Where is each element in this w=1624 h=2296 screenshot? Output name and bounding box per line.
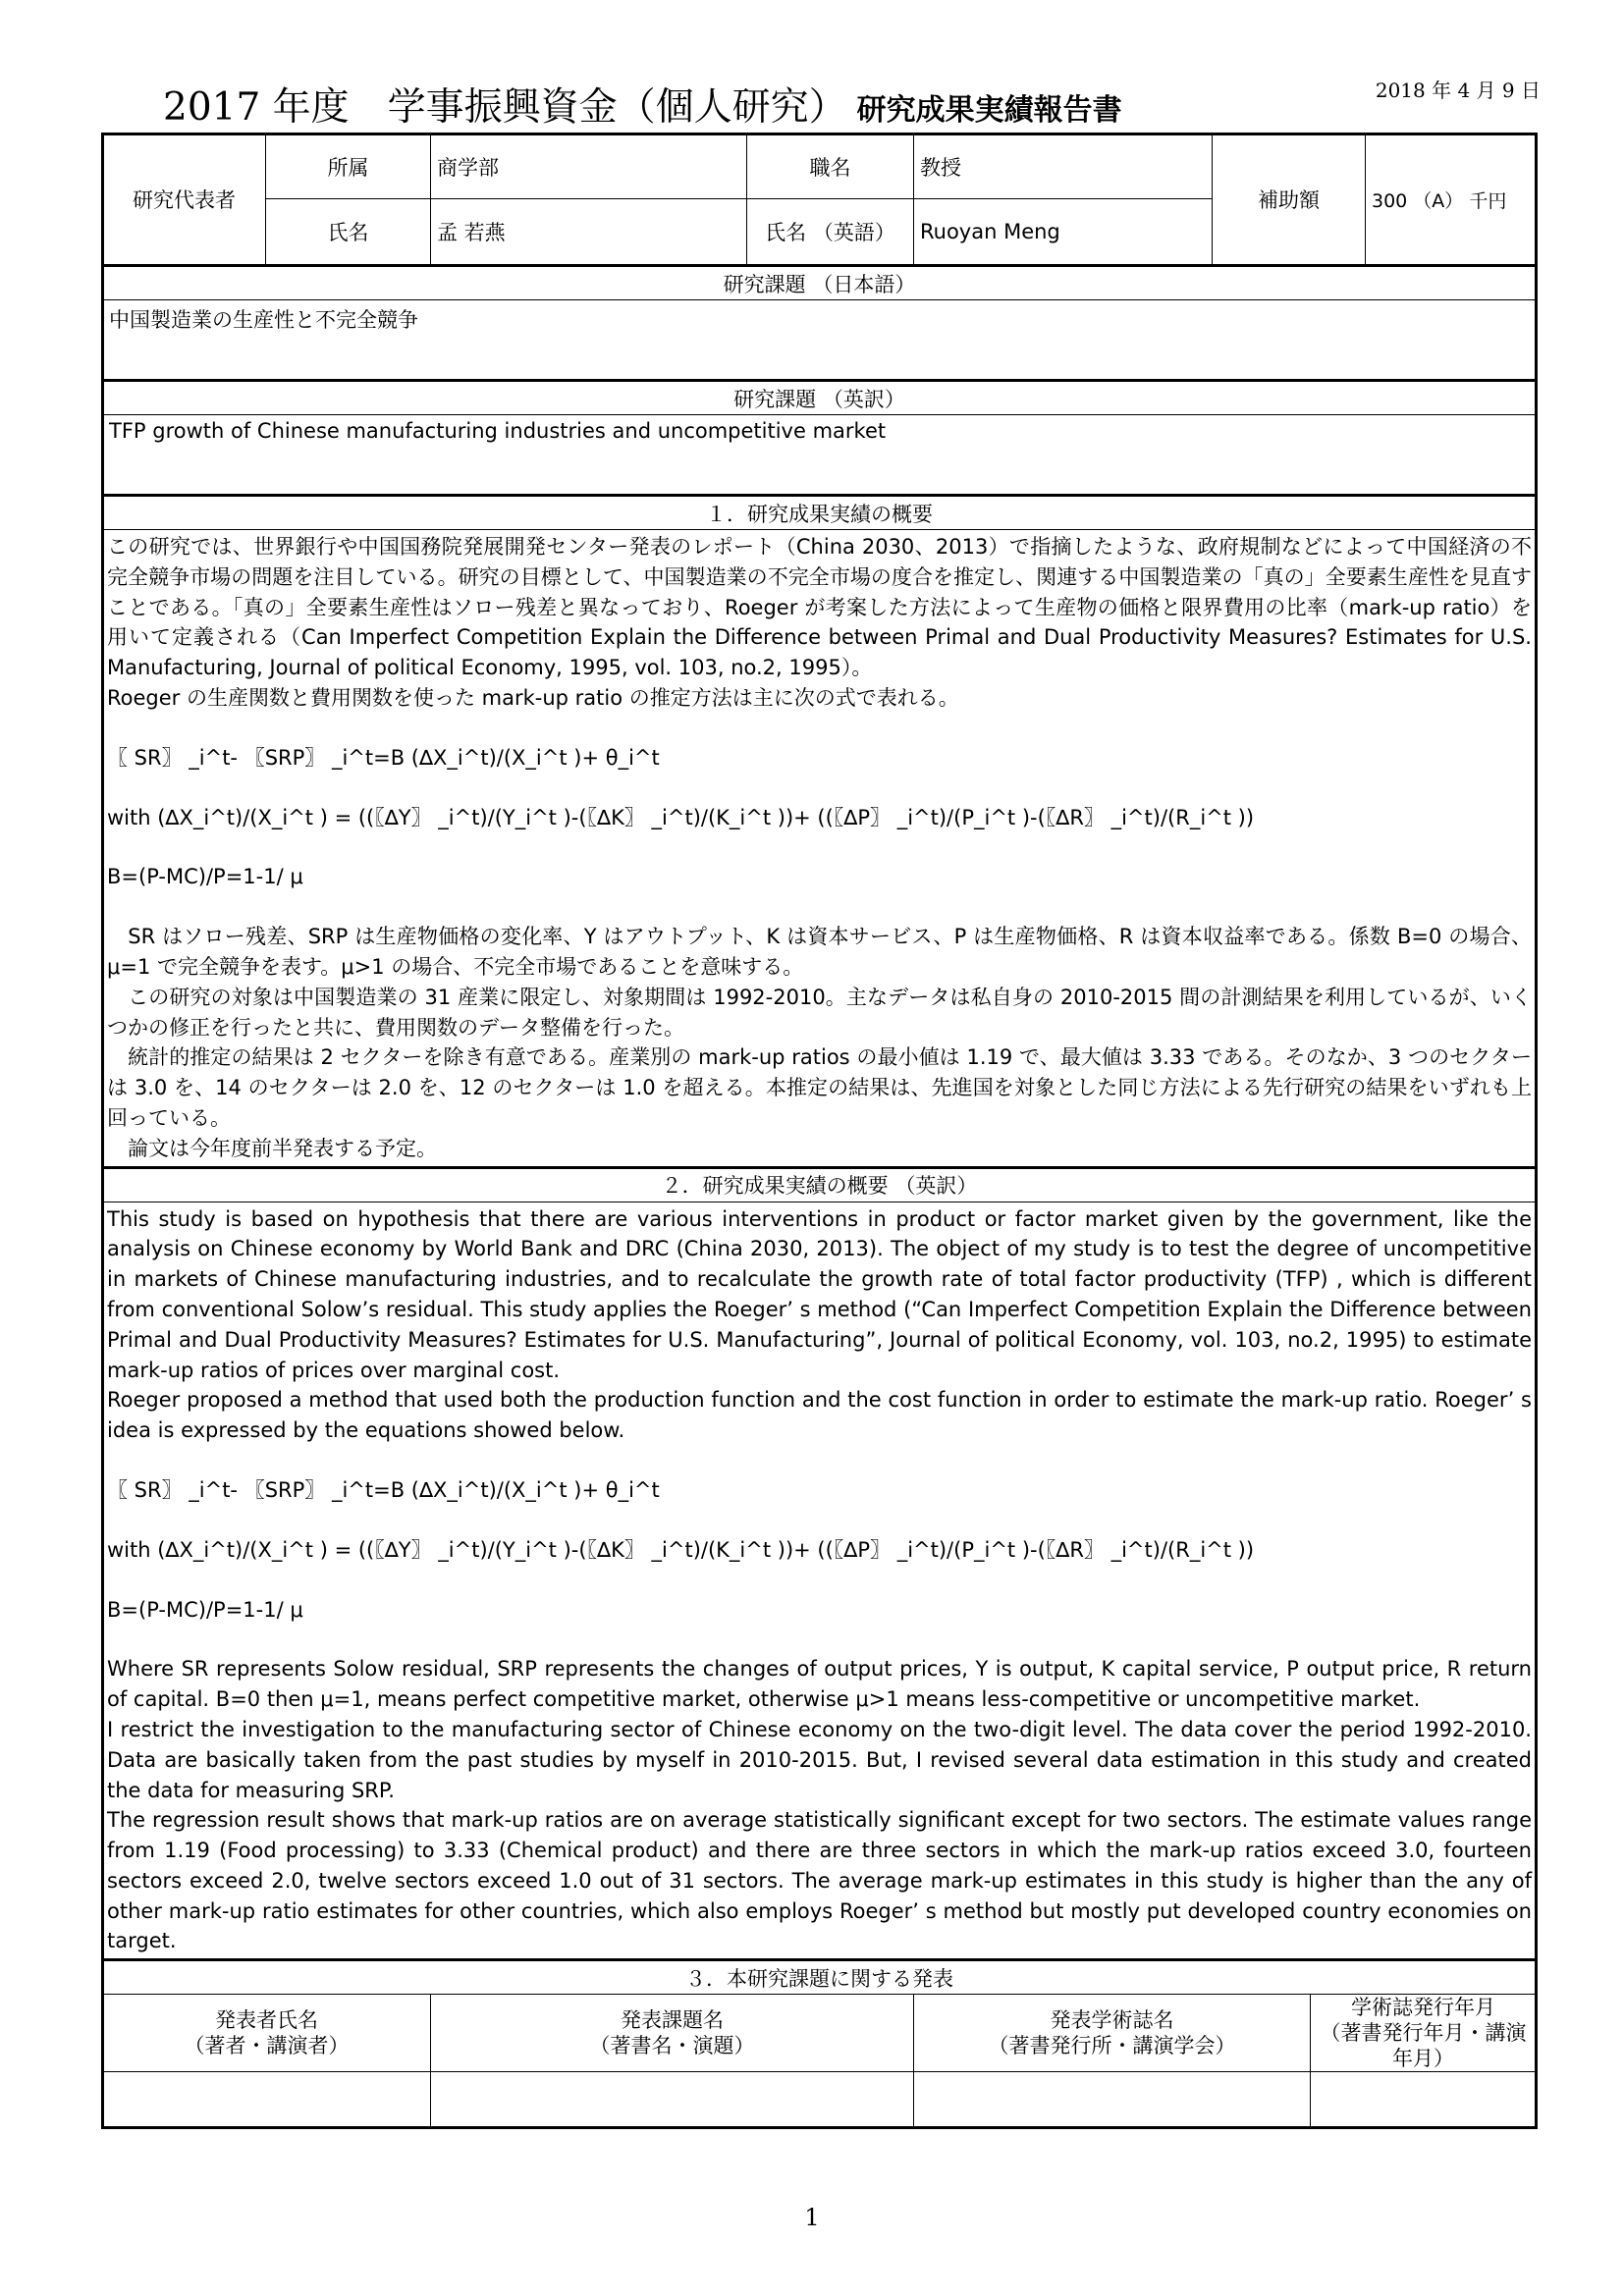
grant-label: 補助額 <box>1213 134 1366 266</box>
pub-cell-journal <box>914 2072 1311 2128</box>
equation-markup: B=(P-MC)/P=1-1/ μ <box>107 1597 303 1622</box>
pub-cell-presenter <box>103 2072 431 2128</box>
title-en-header: 研究課題 （英訳） <box>103 381 1537 415</box>
report-form <box>102 133 1537 2128</box>
report-subtitle: 研究成果実績報告書 <box>856 93 1122 128</box>
name-en-value: Ruoyan Meng <box>914 199 1213 266</box>
summary-en-paragraph: Roeger proposed a method that used both the production function and the cost function in order to estimate the mark-up ratio. Roeger’ s idea is expressed by the equations showed below. <box>107 1388 1532 1443</box>
title-en-value: TFP growth of Chinese manufacturing industries and uncompetitive market <box>103 415 1537 496</box>
name-value: 孟 若燕 <box>431 199 747 266</box>
summary-en-paragraph: This study is based on hypothesis that there are various interventions in product or factor market given by the government, like the analysis on Chinese economy by World Bank and DRC (China 2030, 2013). The object of my study is to test the degree of uncompetitive in markets of Chinese manufacturing industries, and to recalculate the growth rate of total factor productivity (TFP) , which is different from conventional Solow’s residual. This study applies the Roeger’ s method (“Can Imperfect Competition Explain the Difference between Primal and Dual Productivity Measures? Estimates for U.S. Manufacturing”, Journal of political Economy, vol. 103, no.2, 1995) to estimate mark-up ratios of prices over marginal cost. <box>107 1206 1532 1382</box>
equation-delta-x: with (∆X_i^t)/(X_i^t ) = ((〖∆Y〗 _i^t)/(Y_i^t )-(〖∆K〗 _i^t)/(K_i^t ))+ ((〖∆P〗 _i^t)/(P_i^t )-(〖∆R〗 _i^t)/(R_i^t )) <box>107 1537 1255 1562</box>
report-date: 2018 年 4 月 9 日 <box>1375 79 1541 102</box>
representative-label: 研究代表者 <box>103 134 266 266</box>
pub-cell-title <box>431 2072 914 2128</box>
affiliation-label: 所属 <box>266 134 431 199</box>
page-title <box>163 77 1122 132</box>
summary-en-header: ２．研究成果実績の概要 （英訳） <box>103 1167 1537 1201</box>
pub-cell-date <box>1311 2072 1537 2128</box>
title-ja-value: 中国製造業の生産性と不完全競争 <box>103 300 1537 381</box>
report-title: 2017 年度 学事振興資金（個人研究） <box>163 85 847 130</box>
equation-delta-x: with (∆X_i^t)/(X_i^t ) = ((〖∆Y〗 _i^t)/(Y_i^t )-(〖∆K〗 _i^t)/(K_i^t ))+ ((〖∆P〗 _i^t)/(P_i^t )-(〖∆R〗 _i^t)/(R_i^t )) <box>107 805 1255 829</box>
summary-ja-paragraph: 統計的推定の結果は 2 セクターを除き有意である。産業別の mark-up ratios の最小値は 1.19 で、最大値は 3.33 である。そのなか、3 つのセクターは 3.0 を、14 のセクターは 2.0 を、12 のセクターは 1.0 を超える。本推定の結果は、先進国を対象とした同じ方法による先行研究の結果をいずれも上回っている。 <box>107 1045 1532 1130</box>
pub-col-presenter: 発表者氏名 （著者・講演者） <box>103 1995 431 2072</box>
summary-en-paragraph: I restrict the investigation to the manufacturing sector of Chinese economy on the two-digit level. The data cover the period 1992-2010. Data are basically taken from the past studies by myself in 2010-2015. But, I revised several data estimation in this study and created the data for measuring SRP. <box>107 1717 1532 1802</box>
name-en-label: 氏名 （英語） <box>747 199 914 266</box>
pub-col-title: 発表課題名 （著書名・演題） <box>431 1995 914 2072</box>
publications-header: ３．本研究課題に関する発表 <box>103 1960 1537 1995</box>
equation-markup: B=(P-MC)/P=1-1/ μ <box>107 865 303 889</box>
pub-col-date: 学術誌発行年月 （著書発行年月・講演年月） <box>1311 1995 1537 2072</box>
summary-en-paragraph: Where SR represents Solow residual, SRP represents the changes of output prices, Y is output, K capital service, P output price, R return of capital. B=0 then μ=1, means perfect competitive market, otherwise μ>1 means less-competitive or uncompetitive market. <box>107 1657 1532 1712</box>
pub-col-journal: 発表学術誌名 （著書発行所・講演学会） <box>914 1995 1311 2072</box>
affiliation-value: 商学部 <box>431 134 747 199</box>
summary-ja-paragraph: Roeger の生産関数と費用関数を使った mark-up ratio の推定方法は主に次の式で表れる。 <box>107 685 959 710</box>
name-label: 氏名 <box>266 199 431 266</box>
summary-en-paragraph: The regression result shows that mark-up ratios are on average statistically significant except for two sectors. The estimate values range from 1.19 (Food processing) to 3.33 (Chemical product) and there are three sectors in which the mark-up ratios exceed 3.0, fourteen sectors exceed 2.0, twelve sectors exceed 1.0 out of 31 sectors. The average mark-up estimates in this study is higher than the any of other mark-up ratio estimates for other countries, which also employs Roeger’ s method but mostly put developed country economies on target. <box>107 1808 1532 1953</box>
position-label: 職名 <box>747 134 914 199</box>
summary-ja-body <box>103 530 1537 1168</box>
title-ja-header: 研究課題 （日本語） <box>103 266 1537 300</box>
summary-en-body <box>103 1201 1537 1960</box>
summary-ja-paragraph: SR はソロー残差、SRP は生産物価格の変化率、Y はアウトプット、K は資本サービス、P は生産物価格、R は資本収益率である。係数 B=0 の場合、μ=1 で完全競争を表す。μ>1 の場合、不完全市場であることを意味する。 <box>107 925 1532 979</box>
page-number: 1 <box>804 2204 820 2231</box>
summary-ja-paragraph: この研究の対象は中国製造業の 31 産業に限定し、対象期間は 1992-2010。主なデータは私自身の 2010-2015 間の計測結果を利用しているが、いくつかの修正を行ったと共に、費用関数のデータ整備を行った。 <box>107 985 1532 1040</box>
equation-srp: 〖 SR〗 _i^t- 〖SRP〗 _i^t=B (∆X_i^t)/(X_i^t )+ θ_i^t <box>107 745 660 770</box>
summary-ja-paragraph: 論文は今年度前半発表する予定。 <box>107 1136 437 1160</box>
grant-value: 300 （A） 千円 <box>1366 134 1537 266</box>
summary-ja-header: １．研究成果実績の概要 <box>103 496 1537 530</box>
position-value: 教授 <box>914 134 1213 199</box>
summary-ja-paragraph: この研究では、世界銀行や中国国務院発展開発センター発表のレポート（China 2030、2013）で指摘したような、政府規制などによって中国経済の不完全競争市場の問題を注目している。研究の目標として、中国製造業の不完全市場の度合を推定し、関連する中国製造業の「真の」全要素生産性を見直すことである。「真の」全要素生産性はソロー残差と異なっており、Roeger が考案した方法によって生産物の価格と限界費用の比率（mark-up ratio）を用いて定義される（Can Imperfect Competition Explain the Difference between Primal and Dual Productivity Measures? Estimates for U.S. Manufacturing, Journal of political Economy, 1995, vol. 103, no.2, 1995）。 <box>107 535 1532 680</box>
equation-srp: 〖 SR〗 _i^t- 〖SRP〗 _i^t=B (∆X_i^t)/(X_i^t )+ θ_i^t <box>107 1477 660 1502</box>
